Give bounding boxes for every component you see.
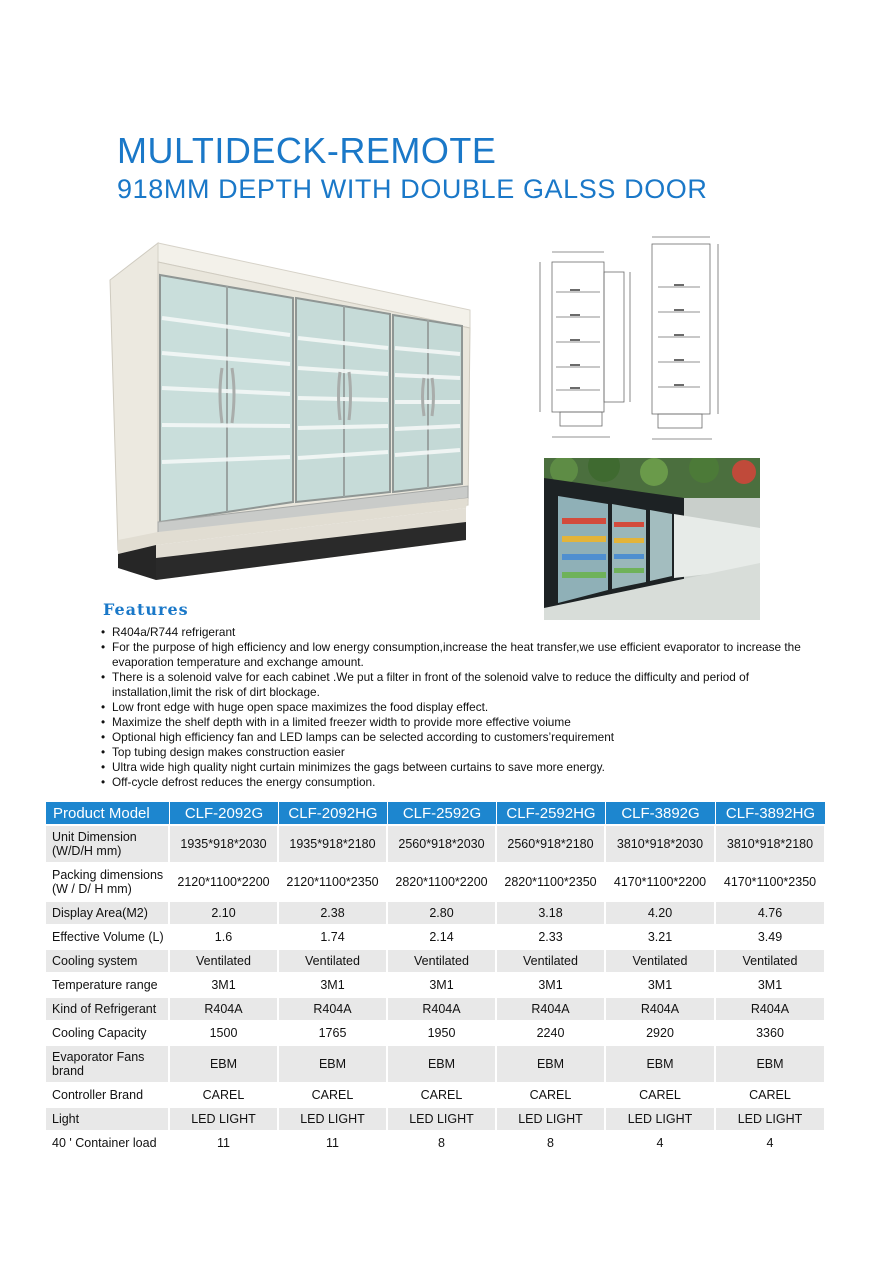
table-cell: 3M1 — [170, 974, 279, 996]
table-cell: 2120*1100*2200 — [170, 864, 279, 900]
table-cell: 2.10 — [170, 902, 279, 924]
table-cell: EBM — [170, 1046, 279, 1082]
table-row — [46, 1084, 826, 1106]
store-photo — [544, 458, 760, 620]
table-cell: 2.14 — [388, 926, 497, 948]
table-cell: 2560*918*2180 — [497, 826, 606, 862]
header-cell-model: CLF-2092G — [170, 802, 279, 824]
table-cell: LED LIGHT — [279, 1108, 388, 1130]
table-cell: 4 — [606, 1132, 716, 1154]
feature-item: • R404a/R744 refrigerant — [100, 625, 820, 640]
table-cell: LED LIGHT — [716, 1108, 826, 1130]
table-cell: EBM — [388, 1046, 497, 1082]
table-cell: Ventilated — [716, 950, 826, 972]
header-cell-model: CLF-2592G — [388, 802, 497, 824]
table-cell: 8 — [388, 1132, 497, 1154]
technical-drawing — [530, 232, 730, 447]
table-cell: 2820*1100*2350 — [497, 864, 606, 900]
spec-table-header — [46, 802, 826, 824]
table-cell: 3M1 — [606, 974, 716, 996]
table-cell: 2.38 — [279, 902, 388, 924]
header-cell-label: Product Model — [46, 802, 170, 824]
table-row — [46, 1022, 826, 1044]
spec-table-body — [46, 826, 826, 1154]
table-cell: 1935*918*2030 — [170, 826, 279, 862]
features-heading: Features — [103, 600, 189, 619]
table-cell: 4170*1100*2350 — [716, 864, 826, 900]
row-label: 40 ' Container load — [46, 1132, 170, 1154]
row-label: Display Area(M2) — [46, 902, 170, 924]
feature-item: • Optional high efficiency fan and LED lamps can be selected according to customers’requirement — [100, 730, 820, 745]
table-cell: R404A — [388, 998, 497, 1020]
row-label: Cooling system — [46, 950, 170, 972]
table-cell: R404A — [170, 998, 279, 1020]
row-label: Kind of Refrigerant — [46, 998, 170, 1020]
table-cell: 1765 — [279, 1022, 388, 1044]
table-row — [46, 902, 826, 924]
page-title: MULTIDECK-REMOTE — [117, 130, 497, 171]
row-label: Packing dimensions (W / D/ H mm) — [46, 864, 170, 900]
table-cell: LED LIGHT — [388, 1108, 497, 1130]
spec-table — [46, 800, 826, 1156]
table-cell: R404A — [716, 998, 826, 1020]
table-cell: R404A — [606, 998, 716, 1020]
table-cell: 2920 — [606, 1022, 716, 1044]
feature-item: • Low front edge with huge open space maximizes the food display effect. — [100, 700, 820, 715]
header-cell-model: CLF-2092HG — [279, 802, 388, 824]
table-cell: 2.80 — [388, 902, 497, 924]
table-cell: 11 — [279, 1132, 388, 1154]
row-label: Temperature range — [46, 974, 170, 996]
row-label: Evaporator Fans brand — [46, 1046, 170, 1082]
feature-item: • Off-cycle defrost reduces the energy consumption. — [100, 775, 820, 790]
table-cell: 2240 — [497, 1022, 606, 1044]
table-cell: 3.18 — [497, 902, 606, 924]
table-cell: 4.20 — [606, 902, 716, 924]
table-cell: R404A — [279, 998, 388, 1020]
table-cell: 2.33 — [497, 926, 606, 948]
table-cell: CAREL — [279, 1084, 388, 1106]
feature-item: • Maximize the shelf depth with in a limited freezer width to provide more effective voiume — [100, 715, 820, 730]
table-row — [46, 926, 826, 948]
table-row — [46, 998, 826, 1020]
table-cell: CAREL — [170, 1084, 279, 1106]
row-label: Cooling Capacity — [46, 1022, 170, 1044]
table-row — [46, 1108, 826, 1130]
table-cell: 1935*918*2180 — [279, 826, 388, 862]
table-row — [46, 864, 826, 900]
header-row — [46, 802, 826, 824]
table-cell: 3810*918*2180 — [716, 826, 826, 862]
table-cell: 3.49 — [716, 926, 826, 948]
table-cell: Ventilated — [388, 950, 497, 972]
table-cell: 3360 — [716, 1022, 826, 1044]
table-cell: 3.21 — [606, 926, 716, 948]
table-cell: 4170*1100*2200 — [606, 864, 716, 900]
header-cell-model: CLF-3892HG — [716, 802, 826, 824]
table-cell: 3M1 — [716, 974, 826, 996]
table-cell: 1.6 — [170, 926, 279, 948]
table-cell: CAREL — [497, 1084, 606, 1106]
table-cell: EBM — [716, 1046, 826, 1082]
table-cell: EBM — [497, 1046, 606, 1082]
table-cell: 1500 — [170, 1022, 279, 1044]
table-cell: 4 — [716, 1132, 826, 1154]
table-cell: CAREL — [716, 1084, 826, 1106]
table-cell: 4.76 — [716, 902, 826, 924]
table-cell: CAREL — [388, 1084, 497, 1106]
table-cell: 3M1 — [388, 974, 497, 996]
table-row — [46, 1132, 826, 1154]
table-row — [46, 1046, 826, 1082]
table-cell: 1.74 — [279, 926, 388, 948]
feature-item: • Ultra wide high quality night curtain minimizes the gags between curtains to save more energy. — [100, 760, 820, 775]
table-cell: 2560*918*2030 — [388, 826, 497, 862]
table-cell: 2820*1100*2200 — [388, 864, 497, 900]
table-cell: LED LIGHT — [606, 1108, 716, 1130]
table-cell: CAREL — [606, 1084, 716, 1106]
feature-item: • There is a solenoid valve for each cabinet .We put a filter in front of the solenoid valve to reduce the difficulty and period of installation,limit the risk of dirt blockage. — [100, 670, 820, 700]
table-cell: 3M1 — [279, 974, 388, 996]
table-row — [46, 974, 826, 996]
table-cell: 11 — [170, 1132, 279, 1154]
table-cell: Ventilated — [497, 950, 606, 972]
row-label: Light — [46, 1108, 170, 1130]
table-cell: 3M1 — [497, 974, 606, 996]
table-cell: Ventilated — [606, 950, 716, 972]
table-cell: Ventilated — [170, 950, 279, 972]
page-subtitle: 918MM DEPTH WITH DOUBLE GALSS DOOR — [117, 174, 708, 204]
header-cell-model: CLF-3892G — [606, 802, 716, 824]
header-cell-model: CLF-2592HG — [497, 802, 606, 824]
table-cell: 8 — [497, 1132, 606, 1154]
table-cell: R404A — [497, 998, 606, 1020]
table-row — [46, 950, 826, 972]
table-cell: 3810*918*2030 — [606, 826, 716, 862]
table-cell: EBM — [606, 1046, 716, 1082]
table-cell: Ventilated — [279, 950, 388, 972]
features-list — [100, 625, 820, 790]
table-cell: 1950 — [388, 1022, 497, 1044]
row-label: Controller Brand — [46, 1084, 170, 1106]
feature-item: • For the purpose of high efficiency and low energy consumption,increase the heat transfer,we use efficient evaporator to increase the evaporation temperature and exchange amount. — [100, 640, 820, 670]
table-cell: LED LIGHT — [497, 1108, 606, 1130]
row-label: Unit Dimension (W/D/H mm) — [46, 826, 170, 862]
table-row — [46, 826, 826, 862]
table-cell: 2120*1100*2350 — [279, 864, 388, 900]
table-cell: LED LIGHT — [170, 1108, 279, 1130]
feature-item: • Top tubing design makes construction easier — [100, 745, 820, 760]
table-cell: EBM — [279, 1046, 388, 1082]
product-image — [100, 240, 480, 585]
row-label: Effective Volume (L) — [46, 926, 170, 948]
